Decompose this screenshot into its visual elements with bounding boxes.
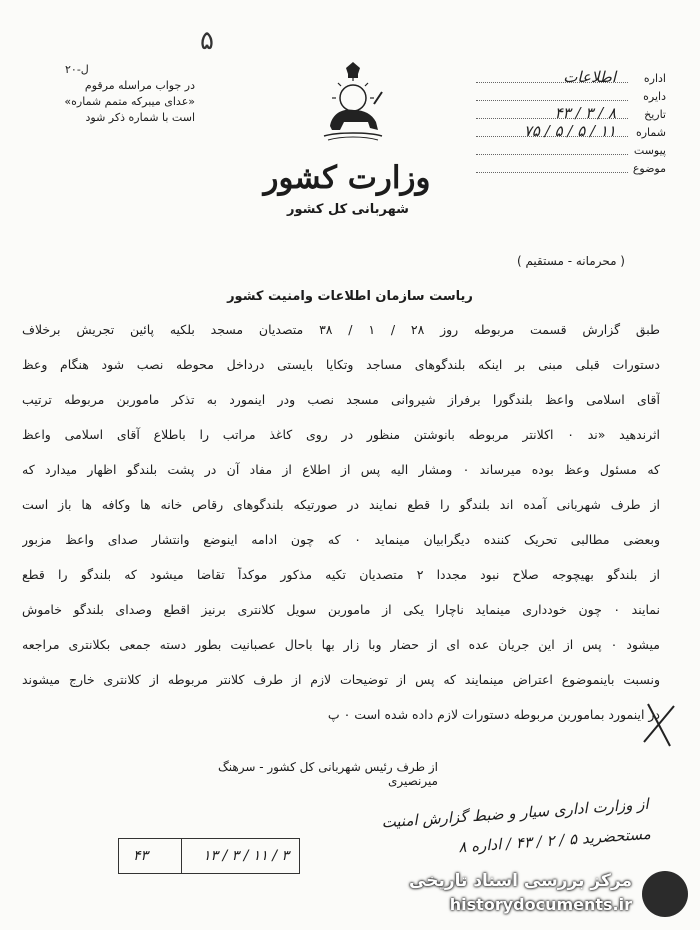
- body-line: اثرندهید «ند ۰ اکلانتر مربوطه بانوشتن منظور در روی کاغذ مراتب را باطلاع آقای اسلامی واعظ: [22, 427, 660, 442]
- ministry-title: وزارت کشور: [263, 160, 431, 196]
- department-value: اطلاعات: [563, 68, 616, 86]
- body-line: وبعضی مطالبی تحریک کننده دیگرابیان مینماید ۰ که چون ادامه اینوضع وانتشار صدای واعظ مزبور: [22, 532, 660, 547]
- office-label: دایره: [643, 90, 666, 103]
- reply-instruction-line: «عدای میبرکه متمم شماره»: [64, 95, 195, 108]
- number-field: [476, 122, 666, 144]
- body-line: در اینمورد بماموربن مربوطه دستورات لازم داده شده است ۰ پ: [327, 707, 660, 722]
- body-line: نمایند ۰ چون خودداری مینماید ناچارا یکی از ماموربن سویل کلانتری برنیز اقطع وصدای بلندگو خاموش: [22, 602, 660, 617]
- reply-instructions: [45, 62, 195, 126]
- watermark-url: historydocuments.ir: [449, 895, 632, 914]
- form-code: ل-۲۰: [65, 63, 89, 76]
- subject-field: [476, 162, 666, 180]
- stamp-number: ۳ / ۱۱ / ۳ / ۱۳: [202, 848, 289, 864]
- watermark-title: مرکز بررسی اسناد تاریخی: [409, 871, 632, 891]
- body-line: از طرف شهربانی آمده اند بلندگو را قطع نمایند در صورتیکه بلندگوهای رقاص خانه ها وکافه ها باز است: [22, 497, 660, 512]
- number-label: شماره: [635, 126, 666, 139]
- letter-body: [22, 322, 660, 742]
- reply-instruction-line: است با شماره ذکر شود: [85, 111, 195, 124]
- attachment-label: پیوست: [633, 144, 666, 157]
- number-value: ۱۱ / ۵ / ۵ / ۷۵: [523, 122, 616, 140]
- date-label: تاریخ: [644, 108, 666, 121]
- lion-and-sun-emblem-icon: [318, 62, 388, 142]
- department-label: اداره: [643, 72, 666, 85]
- top-handwritten-mark: ۵: [200, 26, 214, 56]
- body-line: طبق گزارش قسمت مربوطه روز ۲۸ / ۱ / ۳۸ متصدیان مسجد بلکیه پائین تجریش برخلاف: [22, 322, 660, 337]
- reply-instruction-line: در جواب مراسله مرقوم: [84, 79, 195, 92]
- body-line: ونسبت باینموضوع اعتراض مینمایند که پس از توضیحات لازم از طرف کلانتر مربوطه از کلانتری خارج میشوند: [22, 672, 660, 687]
- attachment-field: [476, 144, 666, 162]
- department-field: [476, 68, 666, 90]
- body-line: میشود ۰ پس از این جریان عده ای از حضار وبا زار بها باحال عصبانیت بطور دسته جمعی بکلانتری مراجعه: [22, 637, 660, 652]
- handwritten-note-line: مستحضرید ۵ / ۲ / ۴۳ / اداره ۸: [457, 824, 652, 857]
- handwritten-note: [328, 789, 651, 871]
- date-value: ۸ / ۳ / ۴۳: [554, 104, 616, 122]
- body-line: دستورات قبلی مبنی بر اینکه بلندگوهای مساجد وتکایا بایستی درداخل محوطه نصب شود هنگام وعظ: [22, 357, 660, 372]
- classification-label: ( محرمانه - مستقیم ): [516, 254, 625, 268]
- watermark: [392, 865, 692, 923]
- stamp-year: ۴۳: [133, 848, 149, 864]
- addressee: ریاست سازمان اطلاعات وامنیت کشور: [227, 289, 473, 304]
- signature-line: از طرف رئیس شهربانی کل کشور - سرهنگ میرنصیری: [218, 760, 438, 788]
- cross-mark-icon: [640, 700, 680, 750]
- handwritten-note-line: از وزارت اداری سیار و ضبط گزارش امنیت: [380, 794, 650, 832]
- archive-logo-icon: [642, 871, 688, 917]
- registration-stamp: [118, 838, 300, 874]
- body-line: آقای اسلامی واعظ بلندگورا برفراز شیروانی مسجد نصب ودر اینمورد به تذکر ماموربن مربوطه ترتیب: [22, 392, 660, 407]
- body-line: از بلندگو بهیچوجه صلاح نبود مجددا ۲ متصدیان تکیه مذکور موکداً تقاضا میشود که بلندگو را قطع: [22, 567, 660, 582]
- body-line: که مسئول وعظ بوده میرساند ۰ ومشار الیه پس از اطلاع از مفاد آن در پشت بلندگو اظهار میدارد که: [22, 462, 660, 477]
- office-name: شهربانی کل کشور: [287, 202, 409, 217]
- letter-metadata-form: [476, 68, 666, 180]
- subject-label: موضوع: [632, 162, 666, 175]
